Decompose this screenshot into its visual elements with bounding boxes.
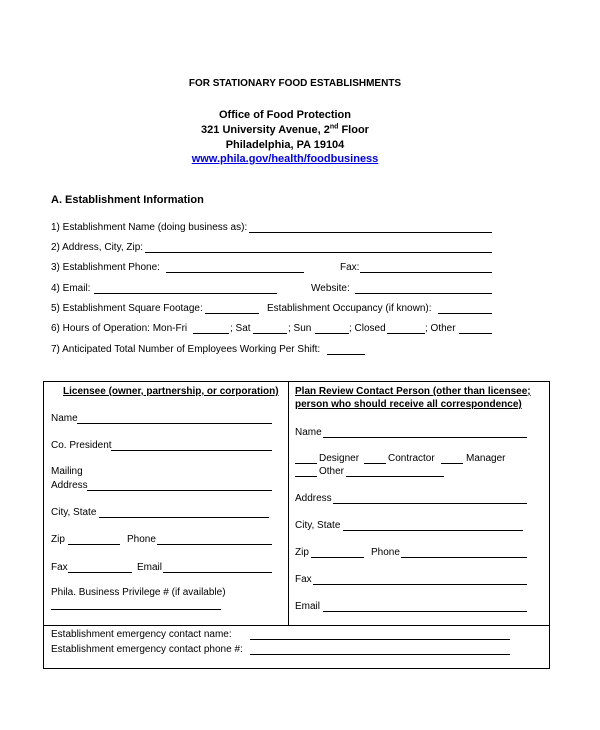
website-link[interactable]: www.phila.gov/health/foodbusiness <box>191 153 379 165</box>
business-privilege-field[interactable] <box>51 609 221 610</box>
licensee-email-label: Email <box>137 562 163 573</box>
licensee-email-field[interactable] <box>163 572 272 573</box>
plan-address-field[interactable] <box>333 503 527 504</box>
plan-zip-label: Zip <box>295 547 309 558</box>
licensee-city-label: City, State <box>51 507 97 518</box>
licensee-address-label: Address <box>51 480 88 491</box>
plan-fax-field[interactable] <box>313 584 527 585</box>
occupancy-field[interactable] <box>438 313 492 314</box>
plan-name-label: Name <box>295 427 322 438</box>
section-a-heading: A. Establishment Information <box>51 194 204 206</box>
hours-sun-field[interactable] <box>315 333 349 334</box>
table-divider-vertical <box>288 381 289 625</box>
licensee-mailing-label: Mailing <box>51 466 83 477</box>
licensee-city-field[interactable] <box>99 517 269 518</box>
licensee-name-label: Name <box>51 413 78 424</box>
licensee-zip-label: Zip <box>51 534 65 545</box>
square-footage-field[interactable] <box>205 313 259 314</box>
emergency-name-label: Establishment emergency contact name: <box>51 629 232 640</box>
contractor-label: Contractor <box>388 453 435 464</box>
licensee-president-field[interactable] <box>111 450 272 451</box>
closed-field[interactable] <box>387 333 425 334</box>
plan-fax-label: Fax <box>295 574 312 585</box>
q7-label: 7) Anticipated Total Number of Employees Working Per Shift: <box>51 344 321 355</box>
other-checkbox[interactable] <box>295 476 317 477</box>
emergency-phone-label: Establishment emergency contact phone #: <box>51 644 243 655</box>
plan-city-label: City, State <box>295 520 341 531</box>
plan-city-field[interactable] <box>343 530 523 531</box>
website-label: Website: <box>311 283 350 294</box>
manager-checkbox[interactable] <box>441 463 463 464</box>
fax-label: Fax: <box>340 262 360 273</box>
designer-checkbox[interactable] <box>295 463 317 464</box>
licensee-fax-field[interactable] <box>68 572 132 573</box>
closed-label: ; Closed <box>349 323 386 334</box>
hours-sat-field[interactable] <box>253 333 287 334</box>
plan-phone-field[interactable] <box>401 557 527 558</box>
address-field[interactable] <box>145 252 492 253</box>
other-label: ; Other <box>425 323 456 334</box>
hours-mon-fri-field[interactable] <box>193 333 229 334</box>
plan-review-heading-line1: Plan Review Contact Person (other than licensee; <box>295 386 531 397</box>
licensee-phone-field[interactable] <box>157 544 272 545</box>
licensee-heading: Licensee (owner, partnership, or corporation) <box>63 386 279 397</box>
designer-label: Designer <box>319 453 360 464</box>
email-field[interactable] <box>94 293 277 294</box>
plan-other-label: Other <box>319 466 345 477</box>
sat-label: ; Sat <box>230 323 251 334</box>
manager-label: Manager <box>466 453 506 464</box>
licensee-zip-field[interactable] <box>68 544 120 545</box>
emergency-name-field[interactable] <box>250 639 510 640</box>
plan-name-field[interactable] <box>323 437 527 438</box>
licensee-address-field[interactable] <box>87 490 272 491</box>
fax-field[interactable] <box>360 272 492 273</box>
office-address: 321 University Avenue, 2nd Floor <box>201 123 369 136</box>
plan-zip-field[interactable] <box>311 557 364 558</box>
plan-other-field[interactable] <box>346 476 444 477</box>
q5-label: 5) Establishment Square Footage: <box>51 303 203 314</box>
licensee-president-label: Co. President <box>51 440 112 451</box>
website-field[interactable] <box>355 293 492 294</box>
q1-label: 1) Establishment Name (doing business as): <box>51 222 248 233</box>
establishment-name-field[interactable] <box>249 232 492 233</box>
licensee-phone-label: Phone <box>127 534 156 545</box>
q4-label: 4) Email: <box>51 283 91 294</box>
business-privilege-label: Phila. Business Privilege # (if available) <box>51 587 226 598</box>
office-name: Office of Food Protection <box>219 109 351 121</box>
contractor-checkbox[interactable] <box>364 463 386 464</box>
table-divider-horizontal <box>43 625 549 626</box>
emergency-phone-field[interactable] <box>250 654 510 655</box>
licensee-fax-label: Fax <box>51 562 68 573</box>
plan-email-label: Email <box>295 601 321 612</box>
hours-other-field[interactable] <box>459 333 492 334</box>
plan-email-field[interactable] <box>323 611 527 612</box>
licensee-name-field[interactable] <box>77 423 272 424</box>
phone-field[interactable] <box>166 272 304 273</box>
plan-review-heading-line2: person who should receive all correspondence) <box>295 399 522 410</box>
employees-field[interactable] <box>327 354 365 355</box>
q2-label: 2) Address, City, Zip: <box>51 242 144 253</box>
occupancy-label: Establishment Occupancy (if known): <box>267 303 432 314</box>
office-city: Philadelphia, PA 19104 <box>225 139 345 151</box>
plan-address-label: Address <box>295 493 332 504</box>
q3-label: 3) Establishment Phone: <box>51 262 160 273</box>
sun-label: ; Sun <box>288 323 312 334</box>
q6-label: 6) Hours of Operation: Mon-Fri <box>51 323 188 334</box>
form-title: FOR STATIONARY FOOD ESTABLISHMENTS <box>188 78 402 89</box>
plan-phone-label: Phone <box>371 547 400 558</box>
